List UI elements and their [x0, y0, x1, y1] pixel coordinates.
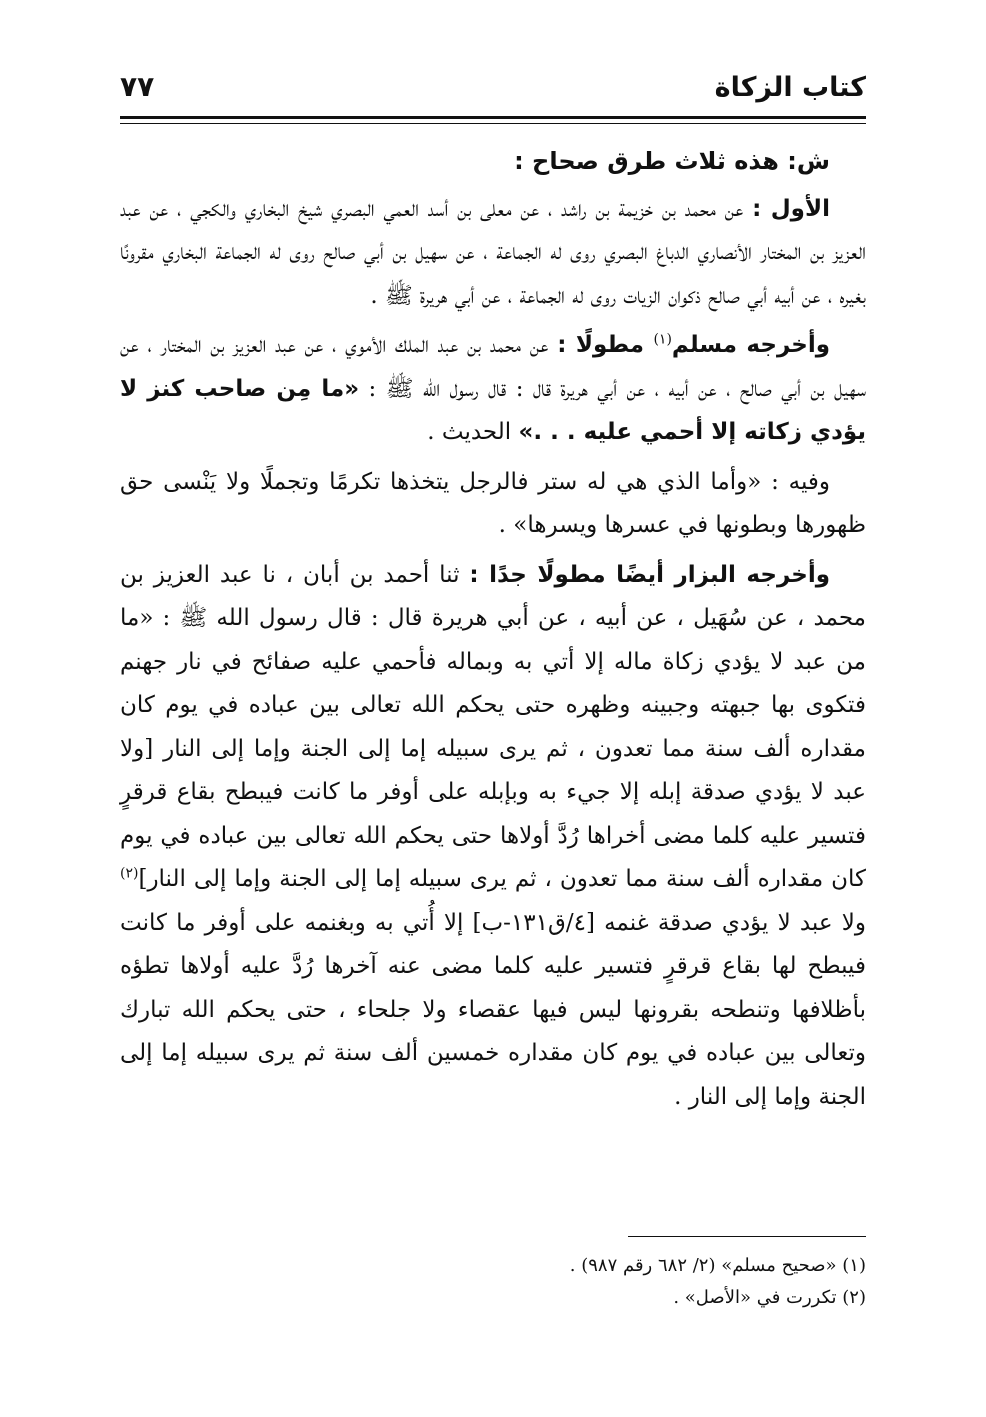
paragraph-text: وفيه : «وأما الذي هي له ستر فالرجل يتخذها تكرمًا وتجملًا ولا يَنْسى حق ظهورها وبطونها في عسرها ويسرها» . — [120, 468, 866, 538]
page-number: ٧٧ — [120, 70, 155, 103]
paragraph-muslim — [120, 324, 866, 455]
paragraph-lead-2: مطولًا : — [557, 332, 654, 358]
footnote-ref-2[interactable]: (٢) — [120, 865, 139, 882]
section-heading: ش: هذه ثلاث طرق صحاح : — [514, 147, 830, 175]
header-rule-thin — [120, 123, 866, 124]
paragraph-lead: وأخرجه مسلم — [671, 332, 831, 358]
paragraph-bazzar — [120, 554, 866, 1120]
footnote-2: (٢) تكررت في «الأصل» . — [673, 1287, 866, 1308]
paragraph-text-b: ولا عبد لا يؤدي صدقة غنمه [٤/ق١٣١-ب] إلا أُتي به وبغنمه على أوفر ما كانت فيبطح لها بقاع قرقرٍ فتسير عليه كلما مضى عنه آخرها رُدَّ عليه أولاها تطؤه بأظلافها وتنطحه بقرونها ليس فيها عقصاء ولا جلحاء ، حتى يحكم الله تبارك وتعالى بين عباده في يوم كان مقداره خمسين ألف سنة ثم يرى سبيله إما إلى الجنة وإما إلى النار . — [120, 909, 866, 1110]
footnote-ref-1[interactable]: (١) — [653, 331, 672, 348]
paragraph-lead: وأخرجه البزار أيضًا مطولًا جدًا : — [469, 561, 831, 588]
paragraph-tail: الحديث . — [427, 419, 519, 445]
running-header — [120, 62, 866, 112]
paragraph-text: عن محمد بن عبد الملك الأموي ، عن عبد العزيز بن المختار ، عن سهيل بن أبي صالح ، عن أبيه ، عن أبي هريرة قال : قال رسول الله ﷺ : — [120, 332, 866, 402]
paragraph-text-a: ثنا أحمد بن أبان ، نا عبد العزيز بن محمد ، عن سُهَيل ، عن أبيه ، عن أبي هريرة قال : قال رسول الله ﷺ : «ما من عبد لا يؤدي زكاة ماله إلا أتي به وبماله فأحمي عليه صفائح في نار جهنم فتكوى بها جبهته وجبينه وظهره حتى يحكم الله تعالى بين عباده في يوم كان مقداره ألف سنة مما تعدون ، ثم يرى سبيله إما إلى الجنة وإما إلى النار [ولا عبد لا يؤدي صدقة إبله إلا جيء به وبإبله على أوفر ما كانت فيبطح بقاع قرقرٍ فتسير عليه كلما مضى أخراها رُدَّ أولاها حتى يحكم الله تعالى بين عباده في يوم كان مقداره ألف سنة مما تعدون ، ثم يرى سبيله إما إلى الجنة وإما إلى النار] — [120, 561, 866, 892]
main-text — [120, 140, 866, 1125]
footnote-1: (١) «صحيح مسلم» (٢/ ٦٨٢ رقم ٩٨٧) . — [569, 1255, 866, 1276]
footnote-separator — [628, 1236, 866, 1237]
footnotes — [120, 1250, 866, 1314]
header-rule-thick — [120, 116, 866, 119]
book-title: كتاب الزكاة — [714, 72, 866, 103]
paragraph-first-chain — [120, 188, 866, 319]
paragraph-text: عن محمد بن خزيمة بن راشد ، عن معلى بن أسد العمي البصري شيخ البخاري والكجي ، عن عبد العزيز بن المختار الأنصاري الدباغ البصري روى له الجماعة ، عن سهيل بن أبي صالح روى له الجماعة البخاري مقرونًا بغيره ، عن أبيه أبي صالح ذكوان الزيات روى له الجماعة ، عن أبي هريرة ﷺ . — [120, 195, 866, 309]
hadith-quote: «ما مِن صاحب كنز لا يؤدي زكاته إلا أحمي عليه . . .» — [120, 375, 866, 445]
paragraph-wafihi — [120, 461, 866, 548]
paragraph-lead: الأول : — [752, 195, 830, 222]
